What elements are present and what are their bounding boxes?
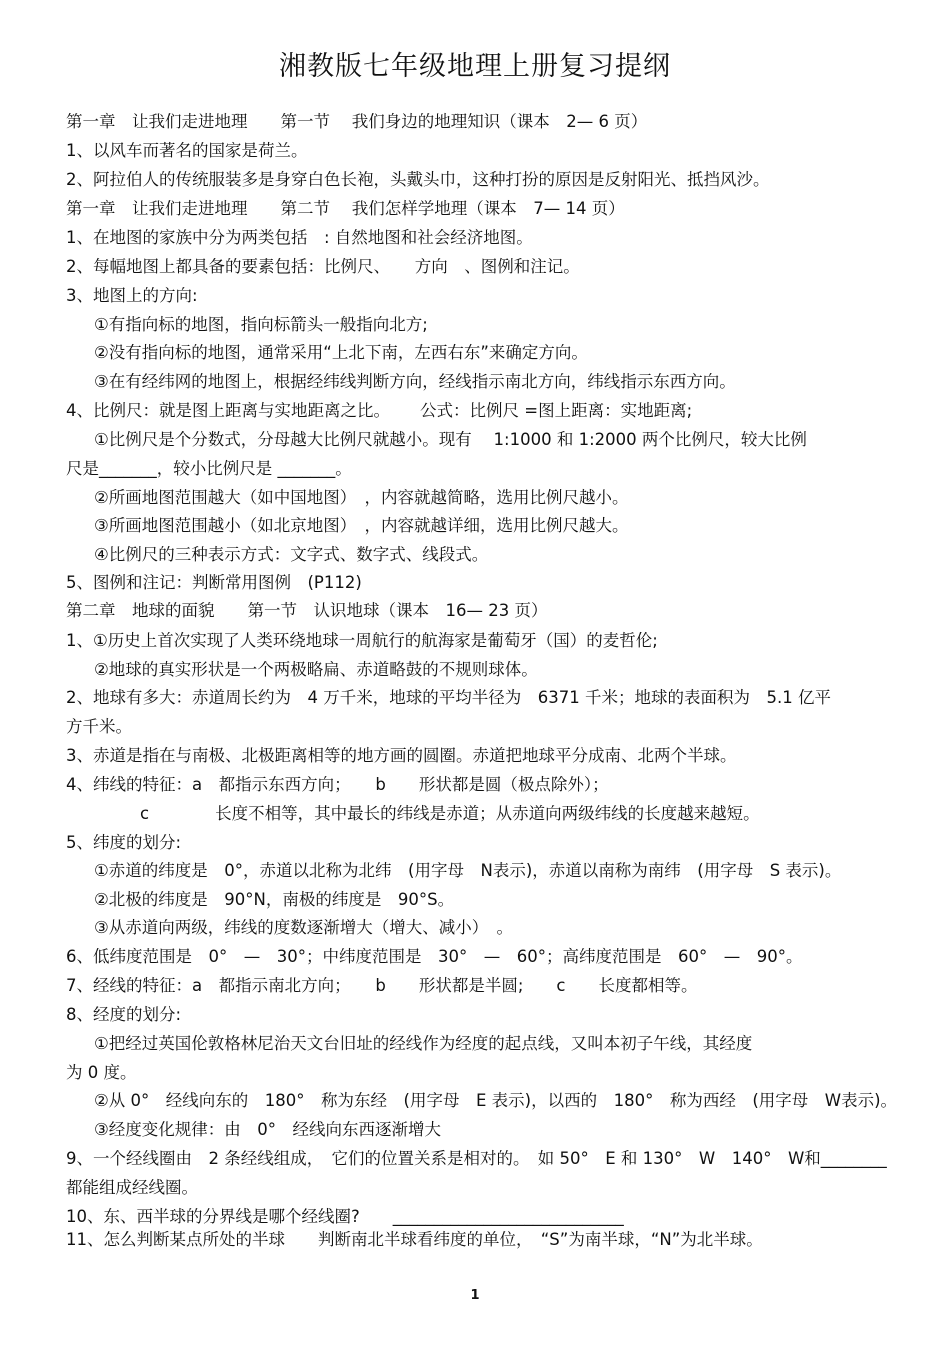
page-number: 1 — [470, 1288, 480, 1303]
text-line: ③经度变化规律：由 0° 经线向东西逐渐增大 — [94, 1120, 442, 1139]
text-line: ③从赤道向两级，纬线的度数逐渐增大（增大、减小） 。 — [94, 918, 514, 937]
text-line: ②北极的纬度是 90°N，南极的纬度是 90°S。 — [94, 890, 455, 909]
text-line: ②从 0° 经线向东的 180° 称为东经 (用字母 E 表示)，以西的 180° 称为西经 (用字母 W表示)。 — [94, 1091, 898, 1110]
chapter-heading: 第一章 让我们走进地理 第二节 我们怎样学地理（课本 7— 14 页） — [66, 199, 625, 218]
text-line: 10、东、西半球的分界线是哪个经线圈? ____________________________ — [66, 1207, 624, 1226]
text-line: 1、以风车而著名的国家是荷兰。 — [66, 141, 308, 160]
page-title: 湘教版七年级地理上册复习提纲 — [279, 51, 671, 82]
text-line: 6、低纬度范围是 0° — 30°；中纬度范围是 30° — 60°；高纬度范围是 60° — 90°。 — [66, 947, 803, 966]
text-line: ①有指向标的地图，指向标箭头一般指向北方; — [94, 315, 428, 334]
text-line: 5、图例和注记：判断常用图例 (P112) — [66, 573, 362, 592]
text-line: 4、纬线的特征：a 都指示东西方向； b 形状都是圆（极点除外）； — [66, 775, 609, 794]
chapter-heading: 第一章 让我们走进地理 第一节 我们身边的地理知识（课本 2— 6 页） — [66, 112, 648, 131]
text-line: ①比例尺是个分数式，分母越大比例尺就越小。现有 1:1000 和 1:2000 两个比例尺，较大比例 — [94, 430, 807, 449]
text-line: 3、赤道是指在与南极、北极距离相等的地方画的圆圈。赤道把地球平分成南、北两个半球。 — [66, 746, 737, 765]
text-line: 3、地图上的方向: — [66, 286, 198, 305]
text-line: ②所画地图范围越大（如中国地图） ，内容就越简略，选用比例尺越小。 — [94, 488, 629, 507]
text-line: ④比例尺的三种表示方式：文字式、数字式、线段式。 — [94, 545, 489, 564]
text-line: 都能组成经线圈。 — [66, 1178, 198, 1197]
text-line: ①把经过英国伦敦格林尼治天文台旧址的经线作为经度的起点线，又叫本初子午线，其经度 — [94, 1034, 753, 1053]
text-line: 7、经线的特征：a 都指示南北方向； b 形状都是半圆; c 长度都相等。 — [66, 976, 698, 995]
chapter-heading: 第二章 地球的面貌 第一节 认识地球（课本 16— 23 页） — [66, 601, 548, 620]
text-line: 方千米。 — [66, 717, 132, 736]
text-line: 2、每幅地图上都具备的要素包括：比例尺、 方向 、图例和注记。 — [66, 257, 580, 276]
text-line: ③所画地图范围越小（如北京地图） ，内容就越详细，选用比例尺越大。 — [94, 516, 629, 535]
text-line: 1、在地图的家族中分为两类包括 : 自然地图和社会经济地图。 — [66, 228, 533, 247]
text-line: 8、经度的划分: — [66, 1005, 182, 1024]
text-line: 为 0 度。 — [66, 1063, 137, 1082]
text-line: 9、一个经线圈由 2 条经线组成， 它们的位置关系是相对的。 如 50° E 和 130° W 140° W和________ — [66, 1149, 887, 1168]
text-line: ③在有经纬网的地图上，根据经纬线判断方向，经线指示南北方向，纬线指示东西方向。 — [94, 372, 736, 391]
text-line: ①赤道的纬度是 0°，赤道以北称为北纬 (用字母 N表示)，赤道以南称为南纬 (用字母 S 表示)。 — [94, 861, 842, 880]
text-line: 尺是_______，较小比例尺是 _______。 — [66, 459, 352, 478]
text-line: 1、①历史上首次实现了人类环绕地球一周航行的航海家是葡萄牙（国）的麦哲伦; — [66, 631, 658, 650]
text-line: 11、怎么判断某点所处的半球 判断南北半球看纬度的单位， “S”为南半球，“N”为北半球。 — [66, 1230, 763, 1249]
text-line: ②地球的真实形状是一个两极略扁、赤道略鼓的不规则球体。 — [94, 660, 538, 679]
text-line: 4、比例尺：就是图上距离与实地距离之比。 公式：比例尺 =图上距离：实地距离; — [66, 401, 693, 420]
text-line: 5、纬度的划分: — [66, 833, 182, 852]
text-line: 2、地球有多大：赤道周长约为 4 万千米，地球的平均半径为 6371 千米；地球的表面积为 5.1 亿平 — [66, 688, 831, 707]
text-line: 2、阿拉伯人的传统服装多是身穿白色长袍，头戴头巾，这种打扮的原因是反射阳光、抵挡风沙。 — [66, 170, 770, 189]
text-line: ②没有指向标的地图，通常采用“上北下南，左西右东”来确定方向。 — [94, 343, 588, 362]
text-line: c 长度不相等，其中最长的纬线是赤道；从赤道向两级纬线的长度越来越短。 — [140, 804, 760, 823]
